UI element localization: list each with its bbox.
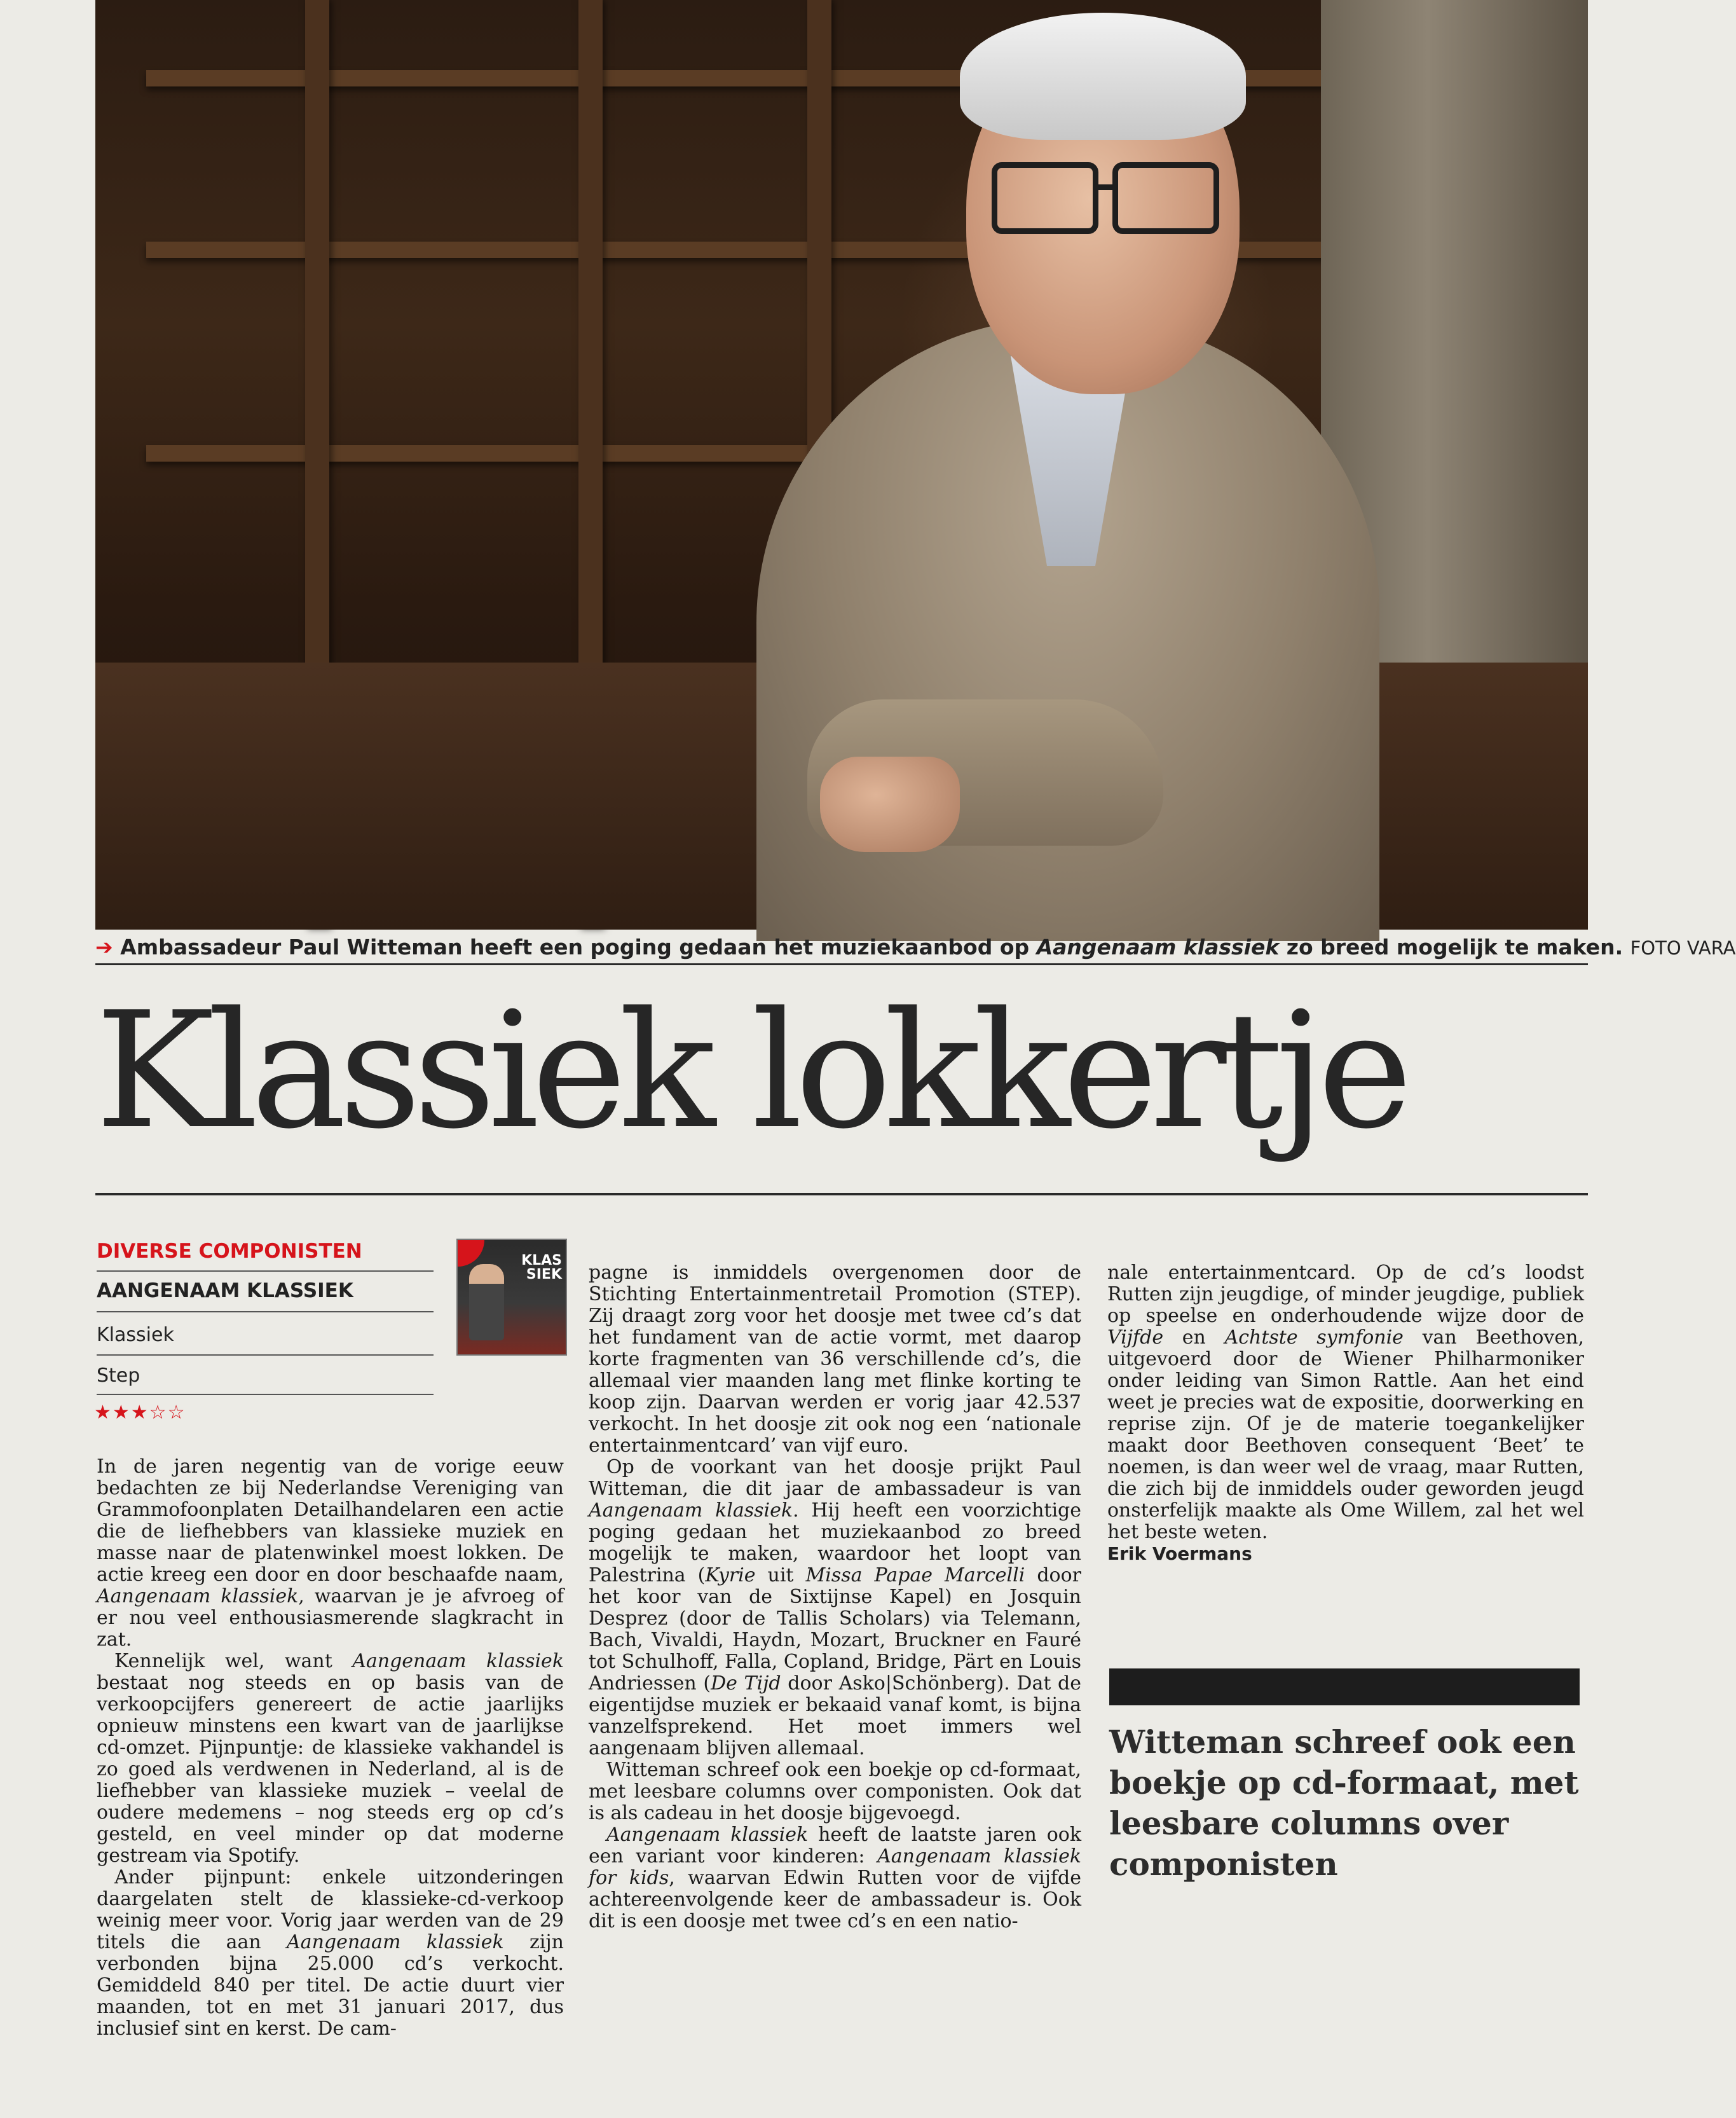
portrait-photo xyxy=(95,0,1588,930)
paragraph xyxy=(589,1457,1081,1759)
article-column-2 xyxy=(589,1262,1081,1932)
italic-text: Aangenaam klassiek xyxy=(352,1650,564,1672)
text: van Beethoven, uitgevoerd door de Wiener Philharmoniker onder leiding van Simon Rattle. Aan het eind weet je precies wat de expositie, doorwerking en reprise zijn. Of je de materie toegankelijker maakt door Beethoven consequent ‘Beet’ te noemen, is dan weer wel de vraag, maar Rutten, die zich bij de inmiddels ouder geworden jeugd onsterfelijk maakte als Ome Willem, zal het wel het beste weten. xyxy=(1107,1326,1584,1543)
divider xyxy=(97,1311,434,1312)
caption-tail: zo breed mogelijk te maken. xyxy=(1279,935,1623,959)
pullquote-bar xyxy=(1109,1668,1580,1705)
glasses-icon xyxy=(992,162,1098,234)
photo-hand xyxy=(820,757,960,852)
italic-text: Achtste symfonie xyxy=(1224,1326,1404,1349)
paragraph xyxy=(1107,1262,1584,1543)
divider xyxy=(97,1394,434,1395)
text: door het koor van de Sixtijnse Kapel) en Josquin Desprez (door de Tallis Scholars) via Telemann, Bach, Vivaldi, Haydn, Mozart, Bruckner en Fauré tot Schulhoff, Falla, Copland, Bridge, Pärt en Louis Andriessen ( xyxy=(589,1564,1081,1695)
author-byline: Erik Voermans xyxy=(1107,1543,1252,1564)
text: , waarvan je je afvroeg of er nou veel enthousiasmerende slagkracht in zat. xyxy=(97,1585,564,1651)
italic-text: Aangenaam klassiek xyxy=(97,1585,299,1607)
italic-text: Aangenaam klassiek xyxy=(606,1824,809,1846)
caption-text: Ambassadeur Paul Witteman heeft een poging gedaan het muziekaanbod op xyxy=(120,935,1037,959)
text: Op de voorkant van het doosje prijkt Paul Witteman, die dit jaar de ambassadeur is van xyxy=(589,1456,1081,1500)
review-artist: DIVERSE COMPONISTEN xyxy=(97,1240,362,1263)
italic-text: Kyrie xyxy=(705,1564,756,1586)
glasses-icon xyxy=(1112,162,1219,234)
text: In de jaren negentig van de vorige eeuw bedachten ze bij Nederlandse Vereniging van Grammofoonplaten Detailhandelaren een actie die de liefhebbers van klassieke muziek en masse naar de platenwinkel moest lokken. De actie kreeg een door en door beschaafde naam, xyxy=(97,1455,564,1586)
text: , waarvan Edwin Rutten voor de vijfde achtereenvolgende keer de ambassadeur is. Ook dit is een doosje met twee cd’s en een natio- xyxy=(589,1867,1081,1932)
text: bestaat nog steeds en op basis van de verkoopcijfers genereert de actie jaarlijks opnieuw minstens een kwart van de jaarlijkse cd-omzet. Pijnpuntje: de klassieke vakhandel is zo goed als verdwenen in Nederland, al is de liefhebber van klassieke muziek – veelal de oudere medemens – nog steeds erg op cd’s gesteld, en veel minder op dat moderne gestream via Spotify. xyxy=(97,1672,564,1867)
text: nale entertainmentcard. Op de cd’s loodst Rutten zijn jeugdige, of minder jeugdige, publiek op speelse en onderhoudende wijze door de xyxy=(1107,1262,1584,1327)
italic-text: Aangenaam klassiek xyxy=(287,1931,504,1953)
rating-stars: ★★★☆☆ xyxy=(94,1401,186,1424)
cd-badge xyxy=(458,1240,484,1267)
pull-quote: Witteman schreef ook een boekje op cd-formaat, met leesbare columns over componisten xyxy=(1109,1723,1579,1883)
paragraph xyxy=(589,1824,1081,1932)
review-genre: Klassiek xyxy=(97,1324,174,1346)
arrow-right-icon: ➔ xyxy=(95,935,113,959)
divider xyxy=(97,1270,434,1272)
cd-cover-image xyxy=(456,1239,567,1356)
cd-cover-figure xyxy=(469,1264,504,1340)
paragraph xyxy=(589,1262,1081,1457)
caption-italic: Aangenaam klassiek xyxy=(1036,935,1280,959)
text: uit xyxy=(755,1564,806,1586)
italic-text: Aangenaam klassiek for kids xyxy=(589,1845,1081,1889)
text: . Hij heeft een voorzichtige poging gedaan het muziekaanbod zo breed mogelijk te maken, waardoor het loopt van Palestrina ( xyxy=(589,1499,1081,1586)
text: en xyxy=(1163,1326,1225,1349)
photo-hair xyxy=(960,13,1246,140)
divider xyxy=(97,1354,434,1356)
text: Kennelijk wel, want xyxy=(114,1650,353,1672)
article-column-1 xyxy=(97,1456,564,2040)
paragraph xyxy=(97,1867,564,2040)
photo-credit: FOTO VARA xyxy=(1630,937,1736,959)
headline: Klassiek lokkertje xyxy=(95,978,1405,1164)
text: zijn verbonden bijna 25.000 cd’s verkocht. Gemiddeld 840 per titel. De actie duurt vier maanden, tot en met 31 januari 2017, dus inclusief sint en kerst. De cam- xyxy=(97,1931,564,2040)
paragraph xyxy=(97,1456,564,1651)
text: door Asko|Schönberg). Dat de eigentijdse muziek er bekaaid vanaf komt, is bijna vanzelfsprekend. Het moet immers wel aangenaam blijven allemaal. xyxy=(589,1672,1081,1759)
divider xyxy=(95,1193,1588,1195)
paragraph xyxy=(97,1651,564,1867)
bleed-through-text xyxy=(1227,1939,1596,2105)
italic-text: Vijfde xyxy=(1107,1326,1164,1349)
text: pagne is inmiddels overgenomen door de Stichting Entertainmentretail Promotion (STEP). Zij draagt zorg voor het doosje met twee cd’s dat het fundament van de actie vormt, met daarop korte fragmenten van 36 verschillende cd’s, die allemaal vier maanden lang met flinke korting te koop zijn. Daarvan werden er vorig jaar 42.537 verkocht. In het doosje zit ook nog een ‘nationale entertainmentcard’ van vijf euro. xyxy=(589,1262,1081,1457)
italic-text: Missa Papae Marcelli xyxy=(805,1564,1025,1586)
review-album: AANGENAAM KLASSIEK xyxy=(97,1279,353,1302)
italic-text: De Tijd xyxy=(711,1672,781,1695)
article-column-3 xyxy=(1107,1262,1584,1565)
cd-cover-title: KLAS SIEK xyxy=(521,1253,562,1282)
text: Witteman schreef ook een boekje op cd-formaat, met leesbare columns over componisten. Ook dat is als cadeau in het doosje bijgevoegd. xyxy=(589,1759,1081,1824)
review-label: Step xyxy=(97,1365,140,1387)
bleed-through-text xyxy=(1585,1246,1655,1755)
paragraph xyxy=(589,1759,1081,1824)
italic-text: Aangenaam klassiek xyxy=(589,1499,793,1522)
text: heeft de laatste jaren ook een variant voor kinderen: xyxy=(589,1824,1081,1867)
text: Ander pijnpunt: enkele uitzonderingen daargelaten stelt de klassieke-cd-verkoop weinig meer voor. Vorig jaar werden van de 29 titels die aan xyxy=(97,1866,564,1953)
glasses-bridge xyxy=(1097,184,1116,190)
